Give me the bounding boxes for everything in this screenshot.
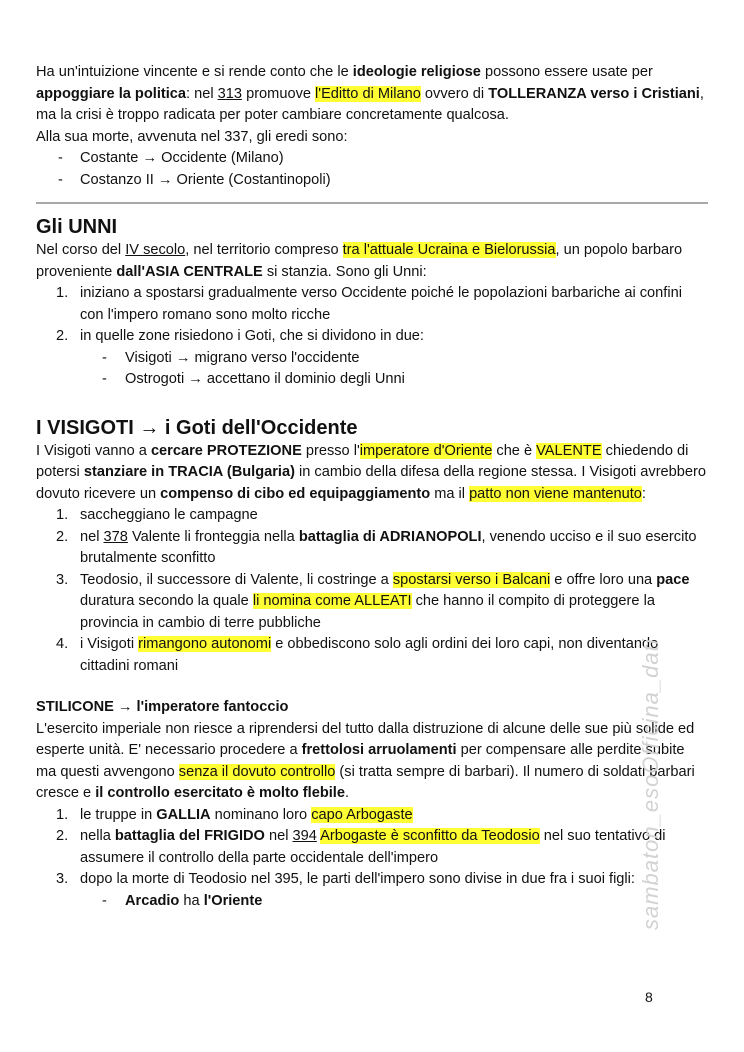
visigoti-paragraph: I Visigoti vanno a cercare PROTEZIONE presso l'imperatore d'Oriente che è VALENTE chiedendo di potersi stanziare in TRACIA (Bulgaria) in cambio della difesa della regione stessa. I Visigoti avrebbero dovuto ricevere un compenso di cibo ed equipaggiamento ma il patto non viene mantenuto: <box>36 442 706 502</box>
heading-unni: Gli UNNI <box>36 216 118 238</box>
goti-list <box>36 348 708 391</box>
list-item: 2. in quelle zone risiedono i Goti, che si dividono in due: - Visigoti → migrano verso l'occidente - Ostrogoti → accettano il dominio degli Unni <box>36 326 708 391</box>
list-item: 4. i Visigoti rimangono autonomi e obbediscono solo agli ordini dei loro capi, non diventando cittadini romani <box>56 636 659 674</box>
list-item: 3. Teodosio, il successore di Valente, li costringe a spostarsi verso i Balcani e offre loro una pace duratura secondo la quale li nomina come ALLEATI che hanno il compito di proteggere la provincia in cambio di terre pubbliche <box>56 571 690 631</box>
heading-visigoti: I VISIGOTI → i Goti dell'Occidente <box>36 416 358 439</box>
list-item: 1. le truppe in GALLIA nominano loro capo Arbogaste <box>56 806 413 823</box>
stilicone-list <box>36 805 708 913</box>
unni-paragraph: Nel corso del IV secolo, nel territorio compreso tra l'attuale Ucraina e Bielorussia, un popolo barbaro proveniente dall'ASIA CENTRALE si stanzia. Sono gli Unni: <box>36 242 683 280</box>
list-item: 1. saccheggiano le campagne <box>56 507 258 523</box>
page-number: 8 <box>645 989 653 1005</box>
document-page <box>36 62 708 912</box>
list-item: 2. nel 378 Valente li fronteggia nella battaglia di ADRIANOPOLI, venendo ucciso e il suo esercito brutalmente sconfitto <box>56 528 697 566</box>
section-divider <box>36 202 708 204</box>
stilicone-paragraph: L'esercito imperiale non riesce a riprendersi del tutto dalla distruzione di alcune delle sue più solide ed esperte unità. E' necessario procedere a frettolosi arruolamenti per compensare alle perdite subite ma questi avvengono senza il dovuto controllo (si tratta sempre di barbari). Il numero di soldati barbari cresce e il controllo esercitato è molto flebile. <box>36 720 695 801</box>
unni-list <box>36 283 708 391</box>
list-item: 1. iniziano a spostarsi gradualmente verso Occidente poiché le popolazioni barbariche ai confini con l'impero romano sono molto ricche <box>56 285 682 323</box>
figli-list <box>36 891 708 913</box>
intro-paragraph: Ha un'intuizione vincente e si rende conto che le ideologie religiose possono essere usate per appoggiare la politica: nel 313 promuove l'Editto di Milano ovvero di TOLLERANZA verso i Cristiani, ma la crisi è troppo radicata per poter cambiare concretamente qualcosa. Alla sua morte, avvenuta nel 337, gli eredi sono: <box>36 64 704 145</box>
visigoti-list <box>36 505 708 677</box>
heirs-list <box>36 148 708 191</box>
list-item: - Costanzo II → Oriente (Costantinopoli) <box>36 170 708 192</box>
list-item: 3. dopo la morte di Teodosio nel 395, le parti dell'impero sono divise in due fra i suoi figli: - Arcadio ha l'Oriente <box>36 869 708 912</box>
list-item: 2. nella battaglia del FRIGIDO nel 394 Arbogaste è sconfitto da Teodosio nel suo tentativo di assumere il controllo della parte occidentale dell'impero <box>56 828 666 866</box>
list-item: - Visigoti → migrano verso l'occidente <box>36 348 708 370</box>
list-item: - Costante → Occidente (Milano) <box>36 148 708 170</box>
heading-stilicone: STILICONE → l'imperatore fantoccio <box>36 699 289 715</box>
list-item: - Ostrogoti → accettano il dominio degli Unni <box>36 369 708 391</box>
watermark: sambaton_esoOfficina_dati <box>638 638 663 930</box>
list-item: - Arcadio ha l'Oriente <box>36 891 708 913</box>
